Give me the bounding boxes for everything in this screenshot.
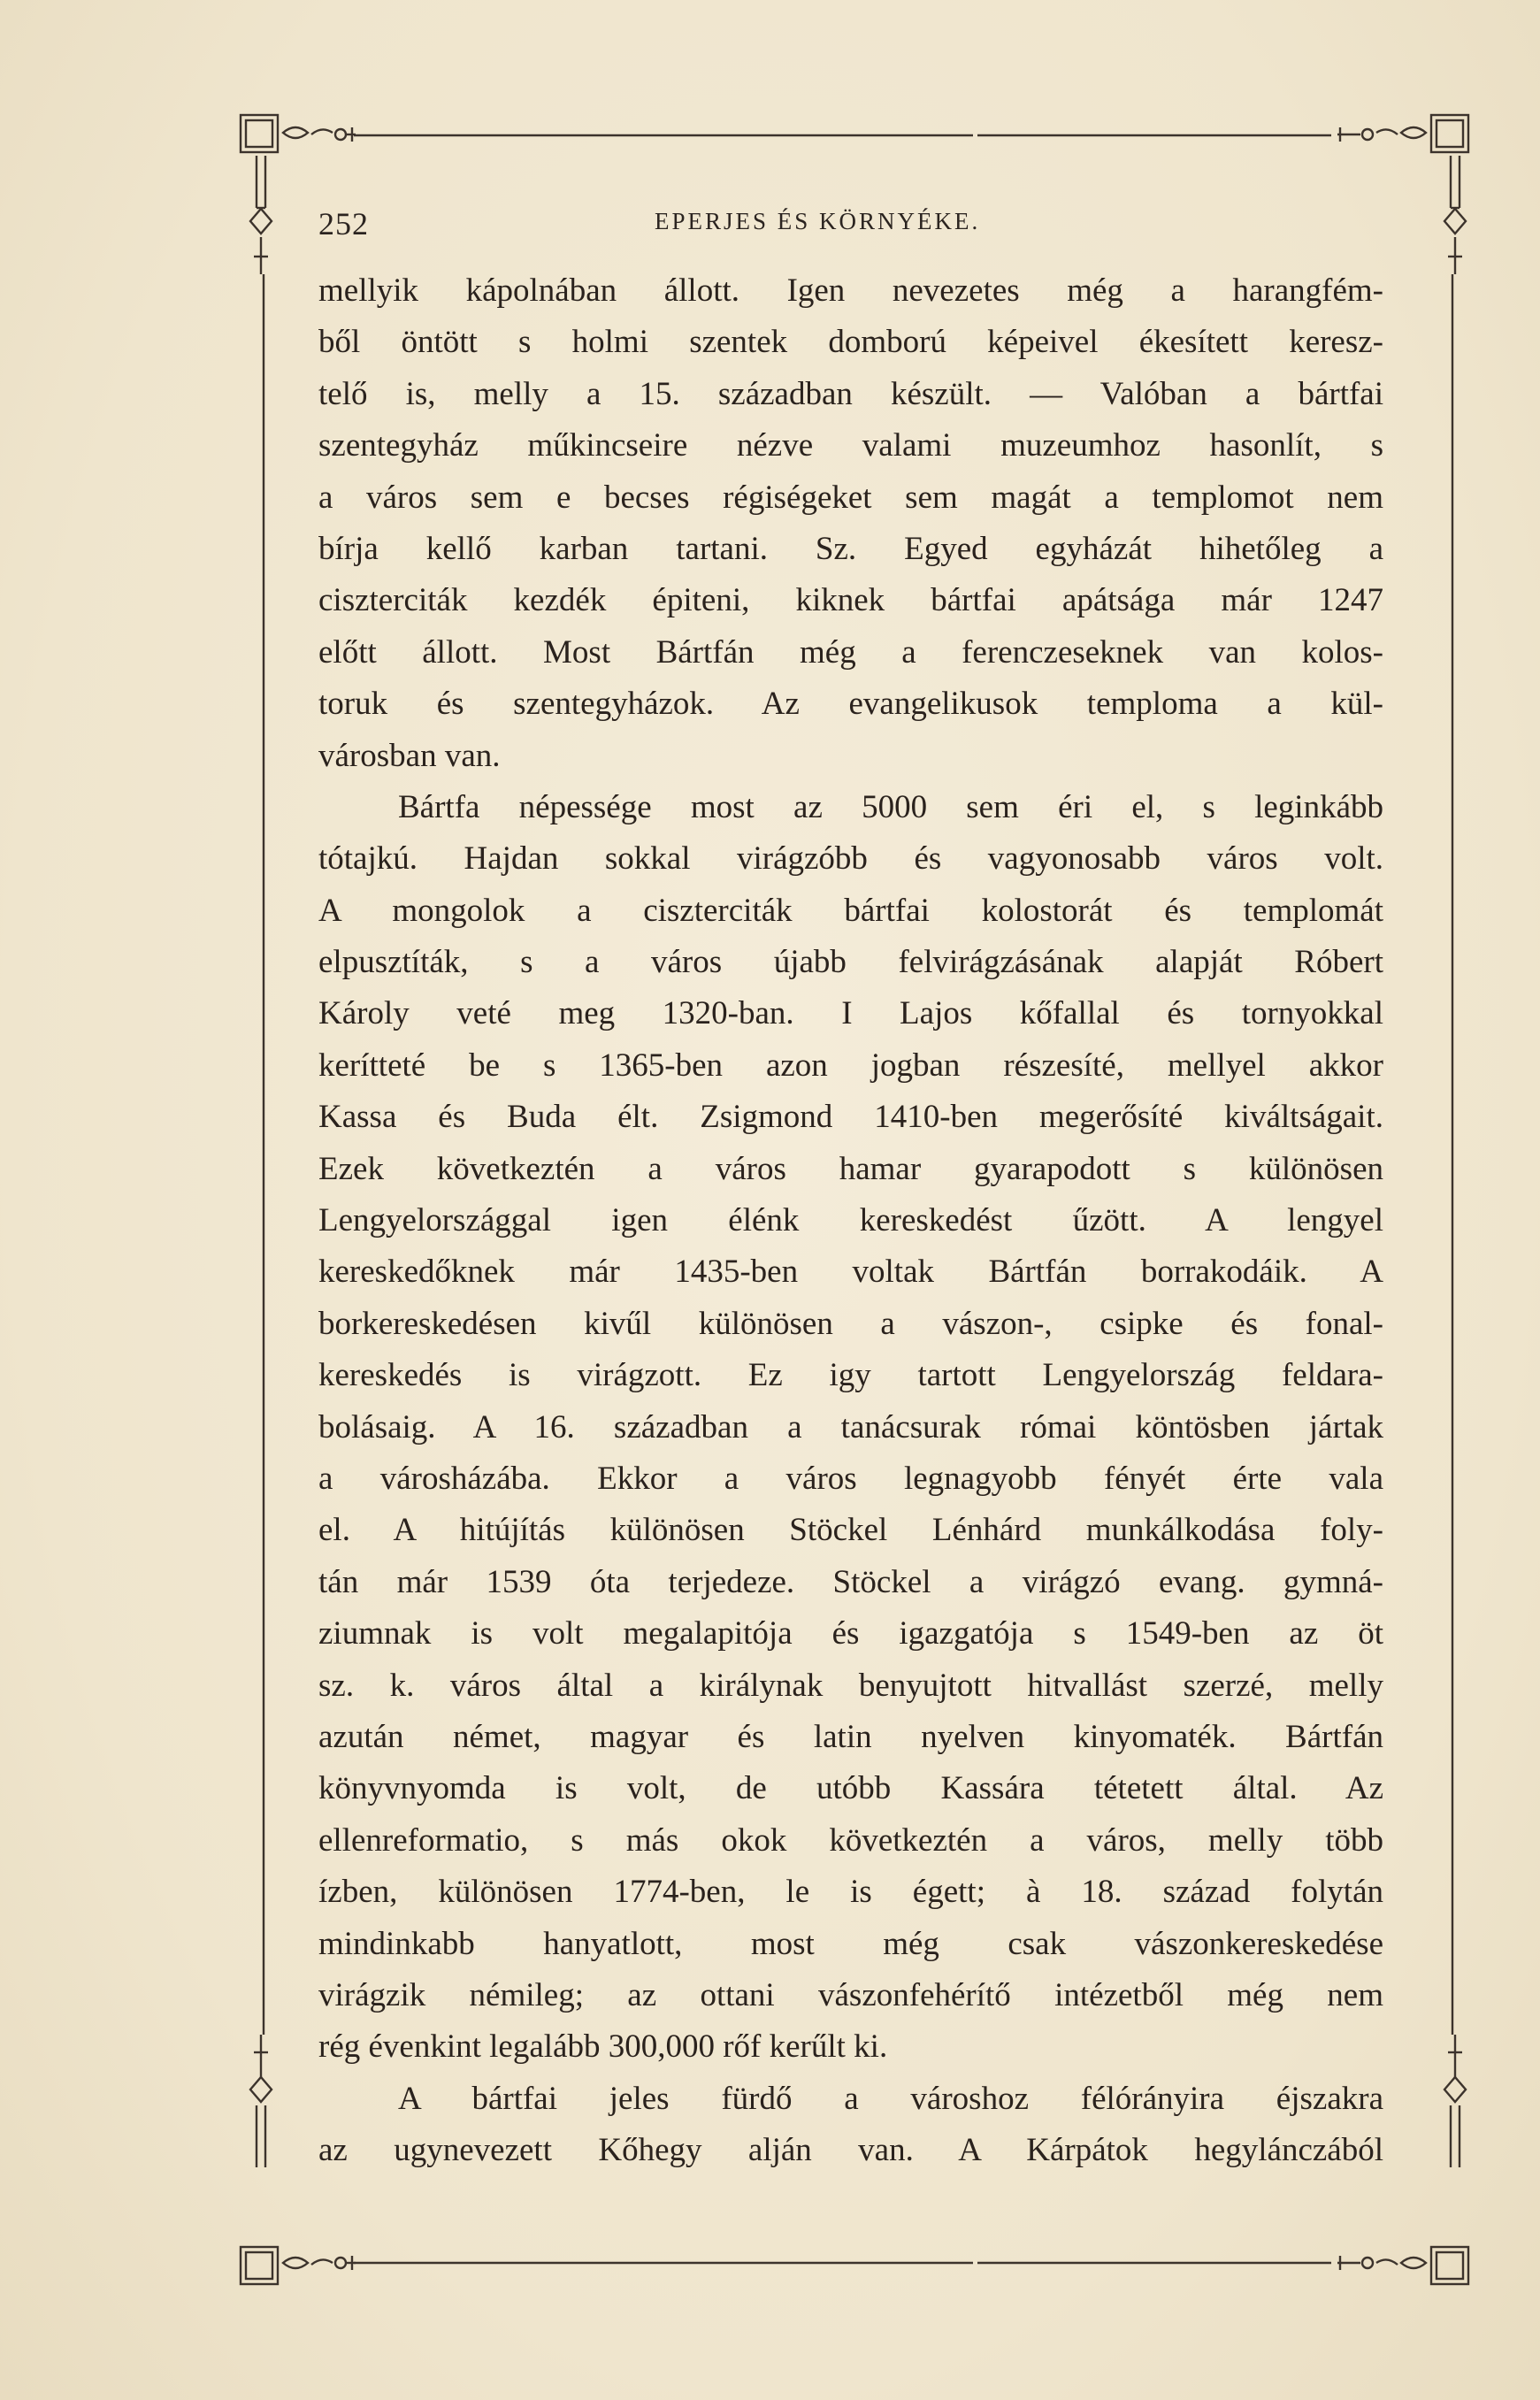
text-line: ből öntött s holmi szentek domború képeivel ékesített keresz-	[318, 324, 1383, 361]
running-title: EPERJES ÉS KÖRNYÉKE.	[655, 208, 981, 234]
text-line: előtt állott. Most Bártfán még a ferenczeseknek van kolos-	[318, 633, 1383, 671]
text-line: tán már 1539 óta terjedeze. Stöckel a virágzó evang. gymná-	[318, 1563, 1383, 1600]
text-line: mellyik kápolnában állott. Igen nevezetes még a harangfém-	[318, 272, 1383, 309]
text-line: virágzik némileg; az ottani vászonfehérítő intézetből még nem	[318, 1976, 1383, 2013]
text-line: bírja kellő karban tartani. Sz. Egyed egyházát hihetőleg a	[318, 530, 1383, 567]
text-line: tótajkú. Hajdan sokkal virágzóbb és vagyonosabb város volt.	[318, 840, 1383, 878]
text-line: a városházába. Ekkor a város legnagyobb fényét érte vala	[318, 1460, 1383, 1497]
text-line: kereskedés is virágzott. Ez igy tartott Lengyelország feldara-	[318, 1357, 1383, 1394]
text-line: az ugynevezett Kőhegy alján van. A Kárpátok hegylánczából	[318, 2132, 1383, 2169]
text-line: bolásaig. A 16. században a tanácsurak római köntösben jártak	[318, 1408, 1383, 1445]
text-line: A bártfai jeles fürdő a városhoz félórányira éjszakra	[398, 2080, 1383, 2117]
text-line: elpusztíták, s a város újabb felvirágzásának alapját Róbert	[318, 944, 1383, 981]
text-line: ciszterciták kezdék épiteni, kiknek bártfai apátsága már 1247	[318, 582, 1383, 619]
text-line: kereskedőknek már 1435-ben voltak Bártfán borrakodáik. A	[318, 1254, 1383, 1291]
text-line: Kassa és Buda élt. Zsigmond 1410-ben megerősíté kiváltságait.	[318, 1099, 1383, 1136]
text-line: könyvnyomda is volt, de utóbb Kassára tétetett által. Az	[318, 1770, 1383, 1807]
text-line: szentegyház műkincseire nézve valami muzeumhoz hasonlít, s	[318, 427, 1383, 464]
text-line: ízben, különösen 1774-ben, le is égett; à 18. század folytán	[318, 1874, 1383, 1911]
text-line: sz. k. város által a királynak benyujtott hitvallást szerzé, melly	[318, 1667, 1383, 1704]
text-line: toruk és szentegyházok. Az evangelikusok temploma a kül-	[318, 686, 1383, 723]
text-line: a város sem e becses régiségeket sem magát a templomot nem	[318, 479, 1383, 516]
text-line: kerítteté be s 1365-ben azon jogban részesíté, mellyel akkor	[318, 1047, 1383, 1084]
text-line: Lengyelországgal igen élénk kereskedést űzött. A lengyel	[318, 1202, 1383, 1239]
page-number: 252	[318, 206, 369, 242]
text-line: Ezek következtén a város hamar gyarapodott s különösen	[318, 1150, 1383, 1187]
page-header	[318, 205, 1442, 249]
text-line: el. A hitújítás különösen Stöckel Lénhárd munkálkodása foly-	[318, 1512, 1383, 1549]
text-line: városban van.	[318, 737, 501, 774]
text-line: rég évenkint legalább 300,000 rőf kerűlt ki.	[318, 2028, 888, 2066]
text-line: borkereskedésen kivűl különösen a vászon-, csipke és fonal-	[318, 1305, 1383, 1342]
text-line: ziumnak is volt megalapitója és igazgatója s 1549-ben az öt	[318, 1615, 1383, 1652]
text-line: Bártfa népessége most az 5000 sem éri el, s leginkább	[398, 788, 1383, 825]
text-line: A mongolok a ciszterciták bártfai kolostorát és templomát	[318, 892, 1383, 929]
body-text	[318, 265, 1383, 2176]
text-line: telő is, melly a 15. században készült. — Valóban a bártfai	[318, 375, 1383, 412]
text-line: ellenreformatio, s más okok következtén a város, melly több	[318, 1821, 1383, 1859]
text-line: azután német, magyar és latin nyelven kinyomaték. Bártfán	[318, 1718, 1383, 1755]
text-line: Károly veté meg 1320-ban. I Lajos kőfallal és tornyokkal	[318, 995, 1383, 1032]
text-line: mindinkabb hanyatlott, most még csak vászonkereskedése	[318, 1925, 1383, 1962]
